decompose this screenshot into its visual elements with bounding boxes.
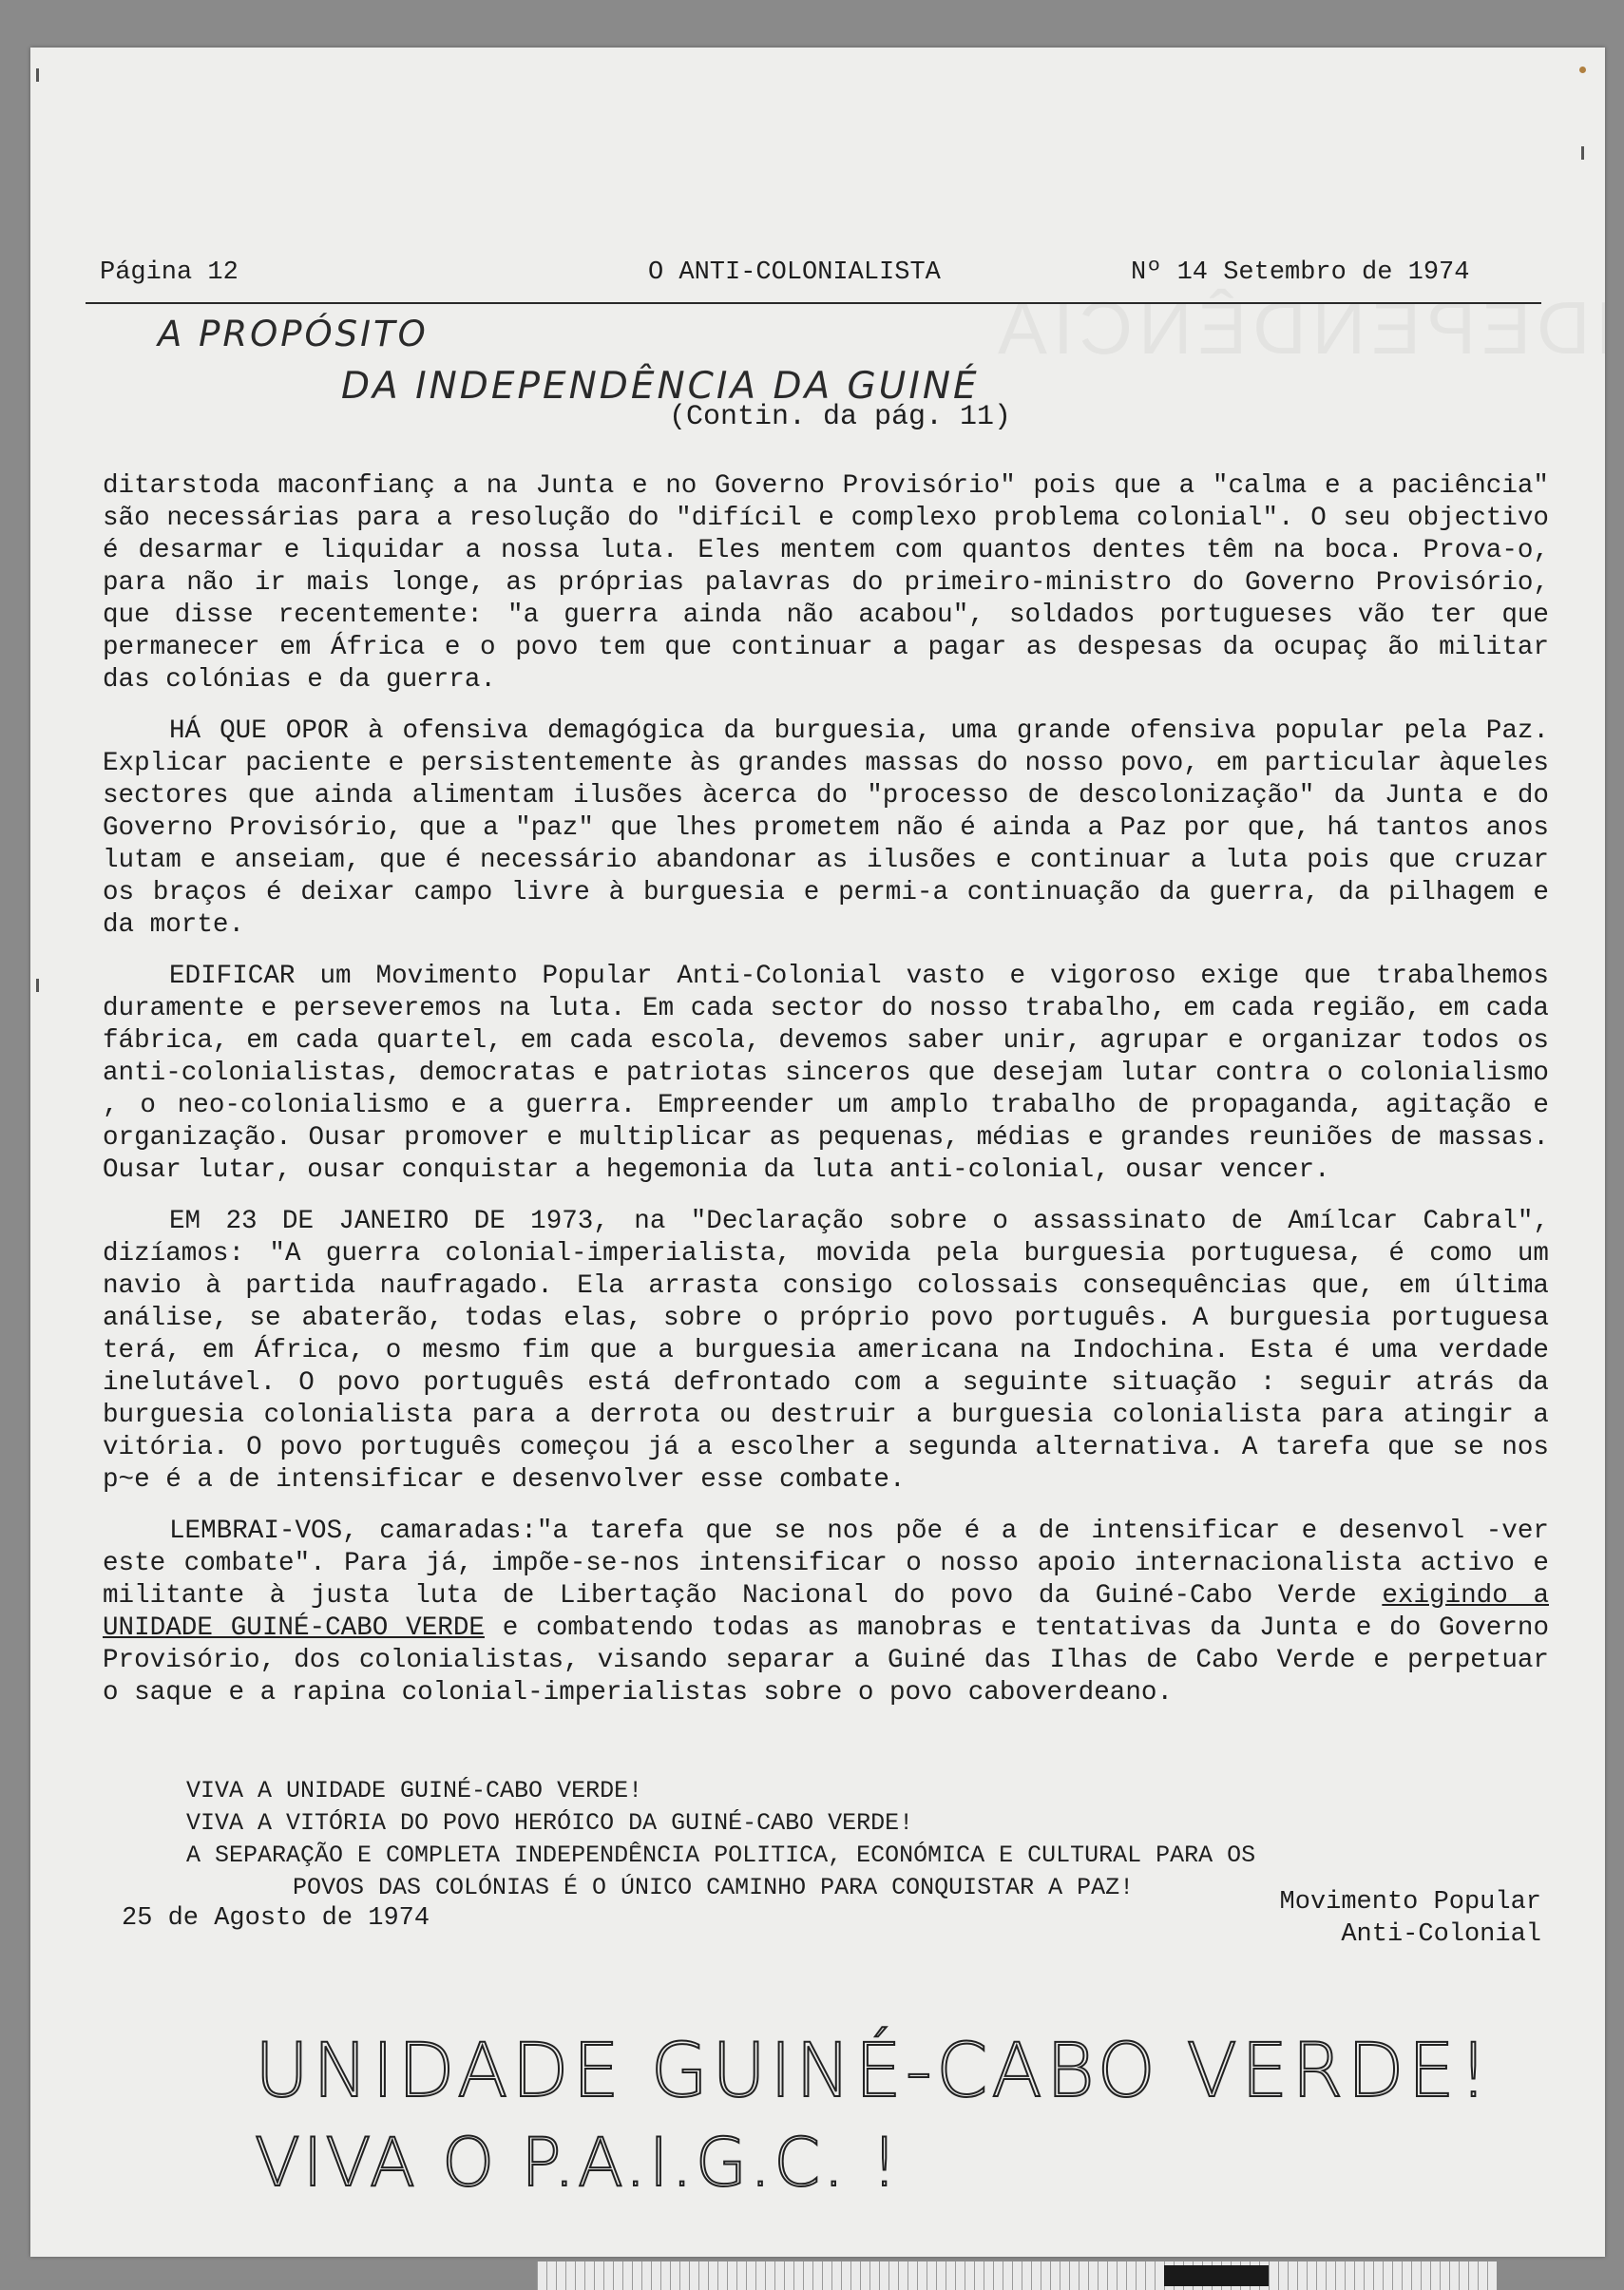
slogan: VIVA A VITÓRIA DO POVO HERÓICO DA GUINÉ-CABO VERDE! [186, 1809, 914, 1837]
signature [1256, 1886, 1541, 1951]
page-number: Página 12 [100, 258, 239, 287]
paragraph: HÁ QUE OPOR à ofensiva demagógica da burguesia, uma grande ofensiva popular pela Paz. Explicar paciente e persistentemente às grandes massas do nosso povo, em particular àqueles sectores que ainda alimentam ilusões àcerca do "processo de descolonização" da Junta e do Governo Provisório, que a "paz" que lhes prometem não é ainda a Paz por que, há tantos anos lutam e anseiam, que é necessário abandonar as ilusões e continuar a luta pois que cruzar os braços é deixar campo livre à burguesia e permi-a continuação da guerra, da pilhagem e da morte. [103, 716, 1549, 940]
document-date: 25 de Agosto de 1974 [122, 1904, 430, 1933]
slogans [186, 1775, 1255, 1904]
publication-name: O ANTI-COLONIALISTA [648, 258, 941, 287]
closing-slogan-line1 [255, 2029, 1492, 2114]
signature-line1: Movimento Popular [1279, 1888, 1541, 1917]
underlined-demand: exigindo a UNIDADE GUINÉ-CABO VERDE [103, 1581, 1549, 1643]
closing-slogan-line2 [255, 2124, 901, 2202]
paragraph-text: LEMBRAI-VOS, camaradas:"a tarefa que se nos põe é a de intensificar e desenvol -ver este combate". Para já, impõe-se-nos intensificar o nosso apoio internacionalista activo e militante à justa luta de Libertação Nacional do povo da Guiné-Cabo Verde [103, 1517, 1549, 1611]
article-body [103, 470, 1549, 1728]
signature-line2: Anti-Colonial [1341, 1920, 1541, 1949]
article-title-line2: DA INDEPENDÊNCIA DA GUINÉ [341, 365, 980, 408]
paragraph: ditarstoda maconfianç a na Junta e no Governo Provisório" pois que a "calma e a paciência" são necessárias para a resolução do "difícil e complexo problema colonial". O seu objectivo é desarmar e liquidar a nossa luta. Eles mentem com quantos dentes têm na boca. Prova-o, para não ir mais longe, as próprias palavras do primeiro-ministro do Governo Provisório, que disse recentemente: "a guerra ainda não acabou", soldados portugueses vão ter que permanecer em África e o povo tem que continuar a pagar as despesas da ocupaç ão militar das colónias e da guerra. [103, 471, 1549, 695]
paragraph-text: e combatendo todas as manobras e tentativas da Junta e do Governo Provisório, dos colonialistas, visando separar a Guiné das Ilhas de Cabo Verde e perpetuar o saque e a rapina colonial-imperialistas sobre o povo caboverdeano. [103, 1613, 1550, 1708]
header-rule [86, 302, 1541, 304]
margin-mark [36, 68, 39, 82]
document-sheet [30, 48, 1605, 2257]
paper-speck [1579, 67, 1586, 73]
paragraph: EM 23 DE JANEIRO DE 1973, na "Declaração sobre o assassinato de Amílcar Cabral", dizíamos: "A guerra colonial-imperialista, movida pela burguesia portuguesa, é como um navio à partida naufragado. Ela arrasta consigo colossais consequências que, em última análise, se abaterão, todas elas, sobre o próprio povo português. A burguesia portuguesa terá, em África, o mesmo fim que a burguesia americana na Indochina. Esta é uma verdade inelutável. O povo português está defrontado com a seguinte situação : seguir atrás da burguesia colonialista para a derrota ou destruir a burguesia colonialista para atingir a vitória. O povo português começou já a escolher a segunda alternativa. A tarefa que se nos p~e é a de intensificar e desenvolver esse combate. [103, 1207, 1549, 1495]
ruler-block [1164, 2265, 1269, 2286]
issue-date: Nº 14 Setembro de 1974 [1131, 258, 1470, 287]
article-title-line1: A PROPÓSITO [158, 314, 429, 354]
paragraph-last [103, 1516, 1549, 1709]
closing-slogan-text: VIVA O P.A.I.G.C. ! [255, 2124, 901, 2202]
closing-slogan-text: UNIDADE GUINÉ-CABO VERDE! [255, 2029, 1493, 2114]
slogan: A SEPARAÇÃO E COMPLETA INDEPENDÊNCIA POLITICA, ECONÓMICA E CULTURAL PARA OS [186, 1842, 1256, 1869]
slogan: POVOS DAS COLÓNIAS É O ÚNICO CAMINHO PARA CONQUISTAR A PAZ! [293, 1874, 1135, 1901]
slogan: VIVA A UNIDADE GUINÉ-CABO VERDE! [186, 1777, 643, 1804]
margin-mark [36, 979, 39, 992]
margin-mark [1581, 146, 1584, 160]
paragraph: EDIFICAR um Movimento Popular Anti-Colonial vasto e vigoroso exige que trabalhemos duramente e perseveremos na luta. Em cada sector do nosso trabalho, em cada região, em cada fábrica, em cada quartel, em cada escola, devemos saber unir, agrupar e organizar todos os anti-colonialistas, democratas e patriotas sinceros que desejam lutar contra o colonialismo , o neo-colonialismo e a guerra. Empreender um amplo trabalho de propaganda, agitação e organização. Ousar promover e multiplicar as pequenas, médias e grandes reuniões de massas. Ousar lutar, ousar conquistar a hegemonia da luta anti-colonial, ousar vencer. [103, 962, 1549, 1185]
scale-ruler [537, 2261, 1497, 2290]
continuation-note: (Contin. da pág. 11) [669, 401, 1012, 433]
bleed-through-text [992, 285, 1605, 372]
